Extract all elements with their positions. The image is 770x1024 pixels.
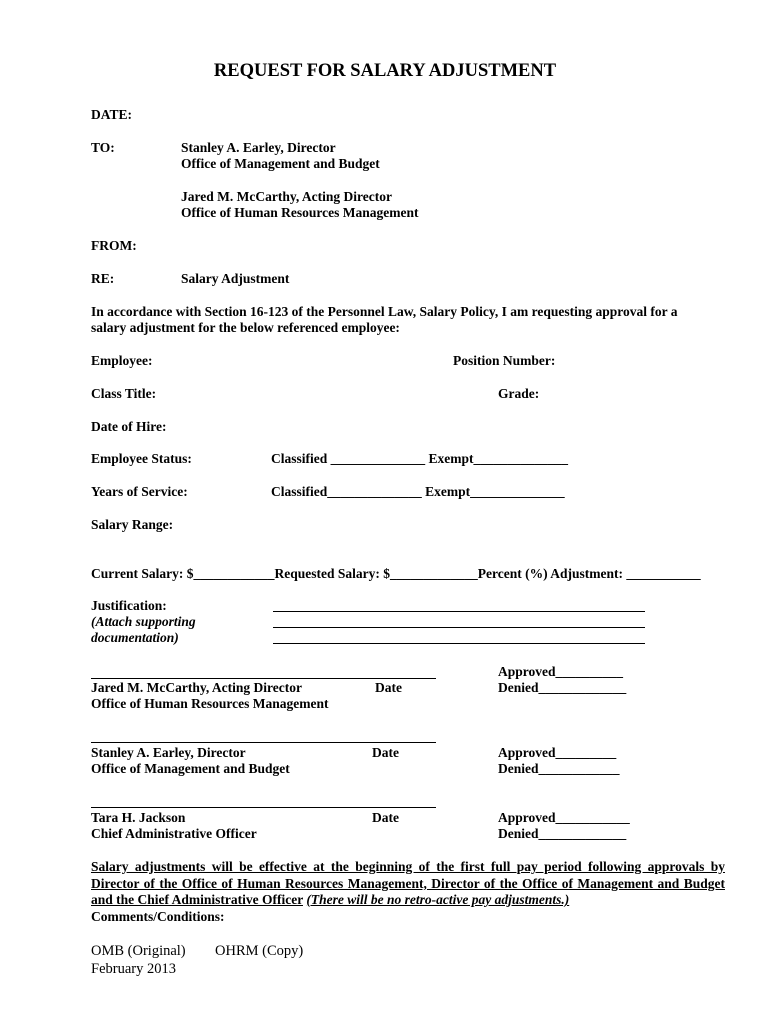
effective-notice-text: Salary adjustments will be effective at the beginning of the first full pay period following approvals by Director of the Office of Human Resources Management, Director of the Office of Management and Budget and the Chief Administrative Officer: [91, 859, 725, 907]
years-of-service-options: Classified______________ Exempt______________: [271, 484, 565, 499]
from-label: FROM:: [91, 238, 137, 253]
signer-1-name: Jared M. McCarthy, Acting Director: [91, 680, 302, 695]
no-retroactive-note: (There will be no retro-active pay adjustments.): [306, 892, 570, 907]
intro-line-2: salary adjustment for the below referenced employee:: [91, 320, 400, 335]
signer-3-name: Tara H. Jackson: [91, 810, 186, 825]
signer-2-name: Stanley A. Earley, Director: [91, 745, 246, 760]
effective-notice: [91, 859, 725, 909]
years-of-service-label: Years of Service:: [91, 484, 188, 499]
footer-date: February 2013: [91, 961, 176, 977]
denied-3: Denied_____________: [498, 826, 627, 841]
salary-line: Current Salary: $____________Requested Salary: $_____________Percent (%) Adjustment: ___________: [91, 566, 701, 581]
signature-line-2: [91, 742, 436, 743]
signer-2-title: Office of Management and Budget: [91, 761, 290, 776]
grade-label: Grade:: [498, 386, 540, 401]
signer-3-title: Chief Administrative Officer: [91, 826, 257, 841]
justification-sub-2: documentation): [91, 630, 179, 645]
re-value: Salary Adjustment: [181, 271, 290, 286]
page-title: REQUEST FOR SALARY ADJUSTMENT: [213, 61, 557, 81]
to-label: TO:: [91, 140, 115, 155]
justification-line-2: [273, 627, 645, 628]
justification-sub-1: (Attach supporting: [91, 614, 196, 629]
approved-3: Approved___________: [498, 810, 630, 825]
employee-label: Employee:: [91, 353, 153, 368]
comments-label: Comments/Conditions:: [91, 909, 225, 924]
signature-line-1: [91, 678, 436, 679]
denied-1: Denied_____________: [498, 680, 627, 695]
footer-ohrm: OHRM (Copy): [215, 943, 304, 959]
to-recipient-1-name: Stanley A. Earley, Director: [181, 140, 336, 155]
signer-3-date: Date: [372, 810, 399, 825]
employee-status-label: Employee Status:: [91, 451, 192, 466]
approved-1: Approved__________: [498, 664, 624, 679]
signer-1-title: Office of Human Resources Management: [91, 696, 329, 711]
signature-line-3: [91, 807, 436, 808]
denied-2: Denied____________: [498, 761, 620, 776]
to-recipient-1-office: Office of Management and Budget: [181, 156, 380, 171]
signer-1-date: Date: [375, 680, 402, 695]
employee-status-options: Classified ______________ Exempt______________: [271, 451, 568, 466]
salary-range-label: Salary Range:: [91, 517, 174, 532]
justification-line-3: [273, 643, 645, 644]
to-recipient-2-name: Jared M. McCarthy, Acting Director: [181, 189, 392, 204]
intro-line-1: In accordance with Section 16-123 of the Personnel Law, Salary Policy, I am requesting approval for a: [91, 304, 678, 319]
to-recipient-2-office: Office of Human Resources Management: [181, 205, 419, 220]
position-number-label: Position Number:: [453, 353, 556, 368]
date-label: DATE:: [91, 107, 133, 122]
approved-2: Approved_________: [498, 745, 617, 760]
justification-label: Justification:: [91, 598, 167, 613]
footer-omb: OMB (Original): [91, 943, 186, 959]
re-label: RE:: [91, 271, 115, 286]
class-title-label: Class Title:: [91, 386, 157, 401]
justification-line-1: [273, 611, 645, 612]
date-of-hire-label: Date of Hire:: [91, 419, 167, 434]
signer-2-date: Date: [372, 745, 399, 760]
